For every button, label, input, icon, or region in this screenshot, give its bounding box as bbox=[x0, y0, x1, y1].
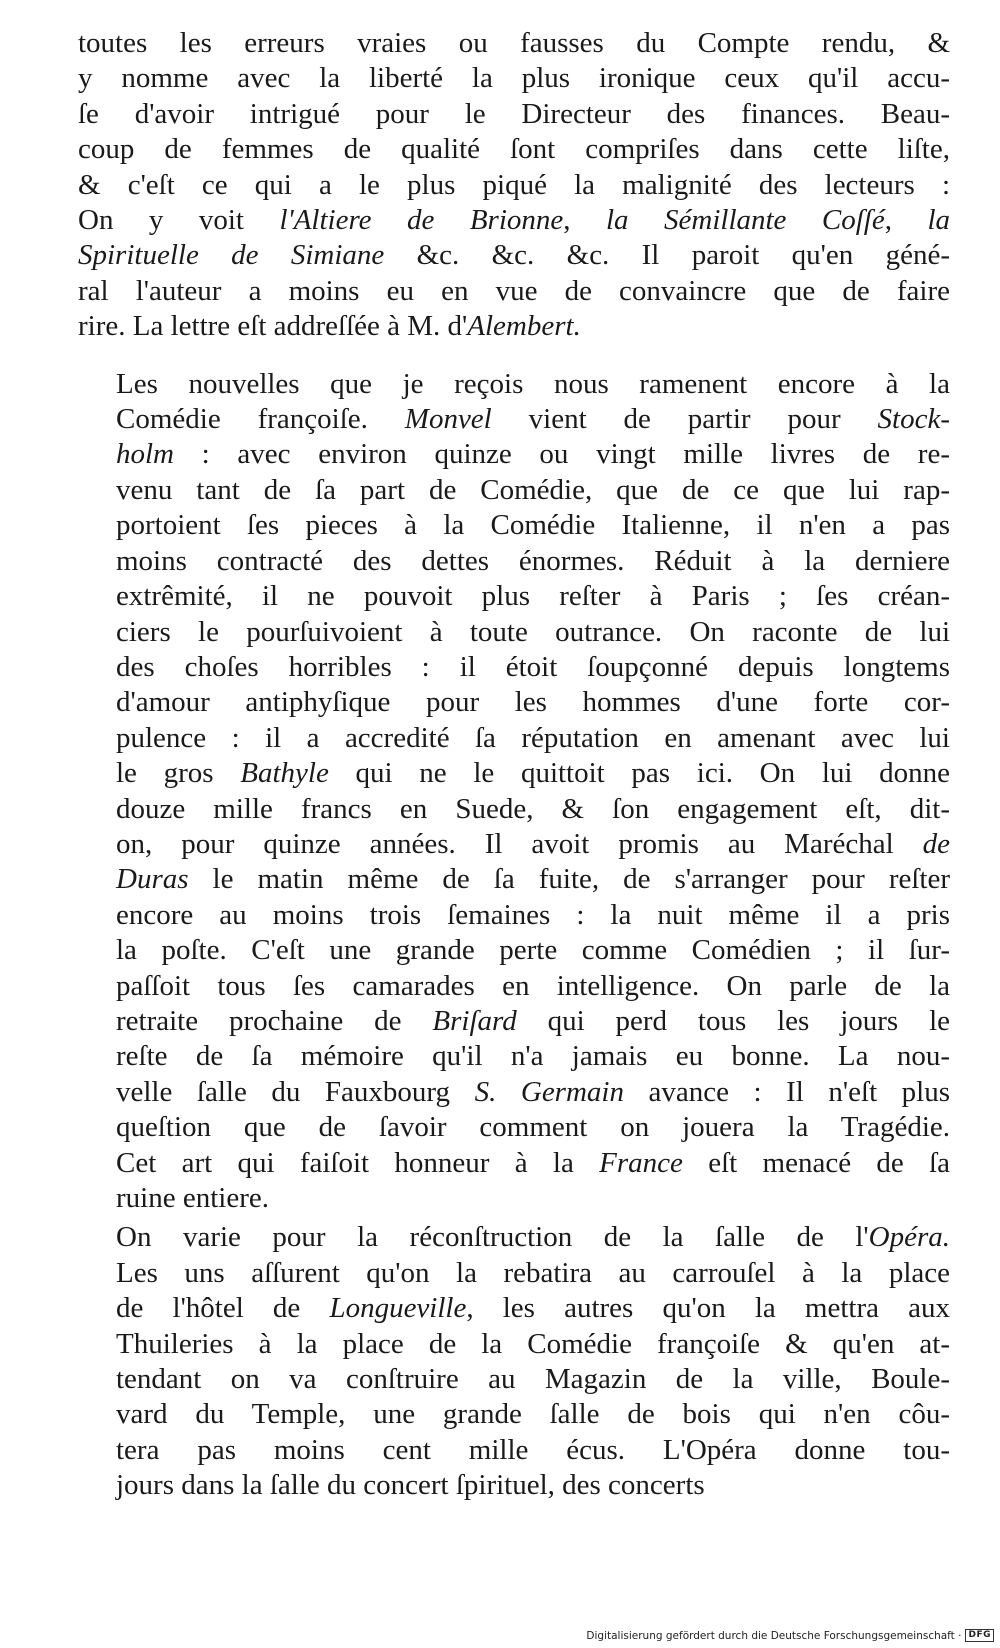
italic-run: Alembert. bbox=[467, 310, 581, 343]
text-run: Les uns aſſurent qu'on la rebatira au carrouſel à la place bbox=[116, 1256, 950, 1289]
text-run: velle ſalle du Fauxbourg bbox=[116, 1075, 475, 1108]
text-line bbox=[78, 721, 950, 756]
text-run: eſt menacé de ſa bbox=[682, 1146, 950, 1179]
text-run: venu tant de ſa part de Comédie, que de ce que lui rap- bbox=[116, 473, 950, 506]
paragraph-2 bbox=[78, 367, 950, 1217]
text-run: jours dans la ſalle du concert ſpirituel, des concerts bbox=[116, 1469, 705, 1502]
text-line bbox=[78, 685, 950, 720]
digitization-credit bbox=[586, 1629, 994, 1642]
text-run: ruine entiere. bbox=[116, 1182, 269, 1214]
text-line bbox=[78, 1327, 950, 1362]
text-run: On varie pour la réconſtruction de la ſalle de l' bbox=[116, 1221, 869, 1254]
italic-run: la bbox=[927, 204, 951, 237]
body-text bbox=[78, 26, 950, 1504]
text-run: moins contracté des dettes énormes. Réduit à la derniere bbox=[116, 544, 950, 577]
text-run: la poſte. C'eſt une grande perte comme Comédien ; il ſur- bbox=[116, 934, 950, 967]
text-run: reſte de ſa mémoire qu'il n'a jamais eu bonne. La nou- bbox=[116, 1040, 950, 1073]
text-line bbox=[78, 1075, 950, 1110]
text-run: , les autres qu'on la mettra aux bbox=[466, 1292, 950, 1325]
text-run: le matin même de ſa fuite, de s'arranger pour reſter bbox=[188, 863, 950, 896]
text-run: le gros bbox=[116, 757, 241, 790]
text-line bbox=[78, 1181, 950, 1216]
text-run: qui perd tous les jours le bbox=[516, 1004, 950, 1037]
text-line bbox=[78, 1433, 950, 1468]
italic-run: S. Germain bbox=[474, 1075, 624, 1108]
text-run: ſe d'avoir intrigué pour le Directeur des finances. Beau- bbox=[78, 97, 950, 130]
italic-run: Briſard bbox=[432, 1004, 517, 1037]
text-run: y nomme avec la liberté la plus ironique ceux qu'il accu- bbox=[78, 62, 950, 95]
italic-run: l'Altiere de Brionne bbox=[279, 204, 564, 237]
text-line bbox=[78, 203, 950, 238]
text-run: des choſes horribles : il étoit ſoupçonné depuis longtems bbox=[116, 650, 950, 683]
italic-run: Spirituelle de Simiane bbox=[78, 239, 385, 272]
text-run: coup de femmes de qualité ſont compriſes dans cette liſte, bbox=[78, 133, 950, 166]
text-line bbox=[78, 274, 950, 309]
text-run: On y voit bbox=[78, 204, 280, 237]
text-line bbox=[78, 309, 950, 344]
text-line bbox=[78, 1397, 950, 1432]
text-run: Thuileries à la place de la Comédie françoiſe & qu'en at- bbox=[116, 1327, 950, 1360]
text-line bbox=[78, 544, 950, 579]
text-run: portoient ſes pieces à la Comédie Italienne, il n'en a pas bbox=[116, 509, 950, 542]
text-line bbox=[78, 132, 950, 167]
text-run: encore au moins trois ſemaines : la nuit même il a pris bbox=[116, 898, 950, 931]
text-line bbox=[78, 473, 950, 508]
text-run: & c'eſt ce qui a le plus piqué la malignité des lecteurs : bbox=[78, 168, 950, 201]
text-line bbox=[78, 26, 950, 61]
italic-run: Monvel bbox=[404, 403, 492, 436]
text-run: douze mille francs en Suede, & ſon engagement eſt, dit- bbox=[116, 792, 950, 825]
text-run: tera pas moins cent mille écus. L'Opéra donne tou- bbox=[116, 1433, 950, 1466]
text-run: tendant on va conſtruire au Magazin de la ville, Boule- bbox=[116, 1363, 950, 1396]
text-run: retraite prochaine de bbox=[116, 1004, 433, 1037]
text-run: on, pour quinze années. Il avoit promis au Maréchal bbox=[116, 827, 923, 860]
paragraph-1 bbox=[78, 26, 950, 345]
text-line bbox=[78, 792, 950, 827]
text-line bbox=[78, 862, 950, 897]
text-run: vient de partir pour bbox=[491, 403, 878, 436]
text-line bbox=[78, 1110, 950, 1145]
paragraph-3 bbox=[78, 1220, 950, 1503]
text-run: extrêmité, il ne pouvoit plus reſter à Paris ; ſes créan- bbox=[116, 580, 950, 613]
dfg-logo: DFG bbox=[965, 1629, 994, 1642]
text-line bbox=[78, 1004, 950, 1039]
text-run: pulence : il a accredité ſa réputation en amenant avec lui bbox=[116, 721, 950, 754]
text-run: rire. La lettre eſt addreſſée à M. d' bbox=[78, 310, 468, 343]
text-run: vard du Temple, une grande ſalle de bois qui n'en côu- bbox=[116, 1398, 950, 1431]
text-line bbox=[78, 1146, 950, 1181]
text-run: , bbox=[563, 204, 606, 237]
italic-run: Duras bbox=[116, 863, 189, 896]
italic-run: Stock- bbox=[877, 403, 950, 436]
text-line bbox=[78, 898, 950, 933]
text-run: qui ne le quittoit pas ici. On lui donne bbox=[328, 757, 950, 790]
text-line bbox=[78, 97, 950, 132]
text-line bbox=[78, 508, 950, 543]
text-line bbox=[78, 238, 950, 273]
text-line bbox=[78, 367, 950, 402]
text-run: paſſoit tous ſes camarades en intelligence. On parle de la bbox=[116, 969, 950, 1002]
credit-text: Digitalisierung gefördert durch die Deutsche Forschungsgemeinschaft · bbox=[586, 1629, 962, 1642]
text-run: &c. &c. &c. Il paroit qu'en géné- bbox=[384, 239, 950, 272]
text-line bbox=[78, 61, 950, 96]
text-run: : avec environ quinze ou vingt mille livres de re- bbox=[174, 438, 950, 471]
text-line bbox=[78, 1039, 950, 1074]
text-run: , bbox=[884, 204, 928, 237]
text-line bbox=[78, 1256, 950, 1291]
text-line bbox=[78, 1220, 950, 1255]
italic-run: la Sémillante Coſſé bbox=[606, 204, 885, 237]
text-run: Les nouvelles que je reçois nous ramenent encore à la bbox=[116, 367, 950, 400]
text-run: avance : Il n'eſt plus bbox=[623, 1075, 951, 1108]
text-run: ral l'auteur a moins eu en vue de convaincre que de faire bbox=[78, 274, 950, 307]
text-line bbox=[78, 579, 950, 614]
text-line bbox=[78, 1291, 950, 1326]
italic-run: Longueville bbox=[329, 1292, 467, 1325]
text-run: ciers le pourſuivoient à toute outrance. On raconte de lui bbox=[116, 615, 950, 648]
text-run: Cet art qui faiſoit honneur à la bbox=[116, 1146, 600, 1179]
italic-run: Bathyle bbox=[240, 757, 329, 790]
italic-run: Opéra. bbox=[868, 1221, 950, 1254]
text-line bbox=[78, 1468, 950, 1503]
text-line bbox=[78, 969, 950, 1004]
text-line bbox=[78, 437, 950, 472]
italic-run: France bbox=[599, 1146, 683, 1179]
text-line bbox=[78, 933, 950, 968]
text-run: de l'hôtel de bbox=[116, 1292, 330, 1325]
text-line bbox=[78, 650, 950, 685]
text-run: d'amour antiphyſique pour les hommes d'une forte cor- bbox=[116, 686, 950, 719]
italic-run: de bbox=[922, 827, 950, 860]
text-run: queſtion que de ſavoir comment on jouera la Tragédie. bbox=[116, 1111, 950, 1144]
text-line bbox=[78, 168, 950, 203]
text-line bbox=[78, 1362, 950, 1397]
text-run: toutes les erreurs vraies ou fausses du Compte rendu, & bbox=[78, 27, 950, 59]
text-run: Comédie françoiſe. bbox=[116, 403, 405, 436]
italic-run: holm bbox=[116, 438, 174, 471]
text-line bbox=[78, 615, 950, 650]
text-line bbox=[78, 827, 950, 862]
text-line bbox=[78, 402, 950, 437]
text-line bbox=[78, 756, 950, 791]
